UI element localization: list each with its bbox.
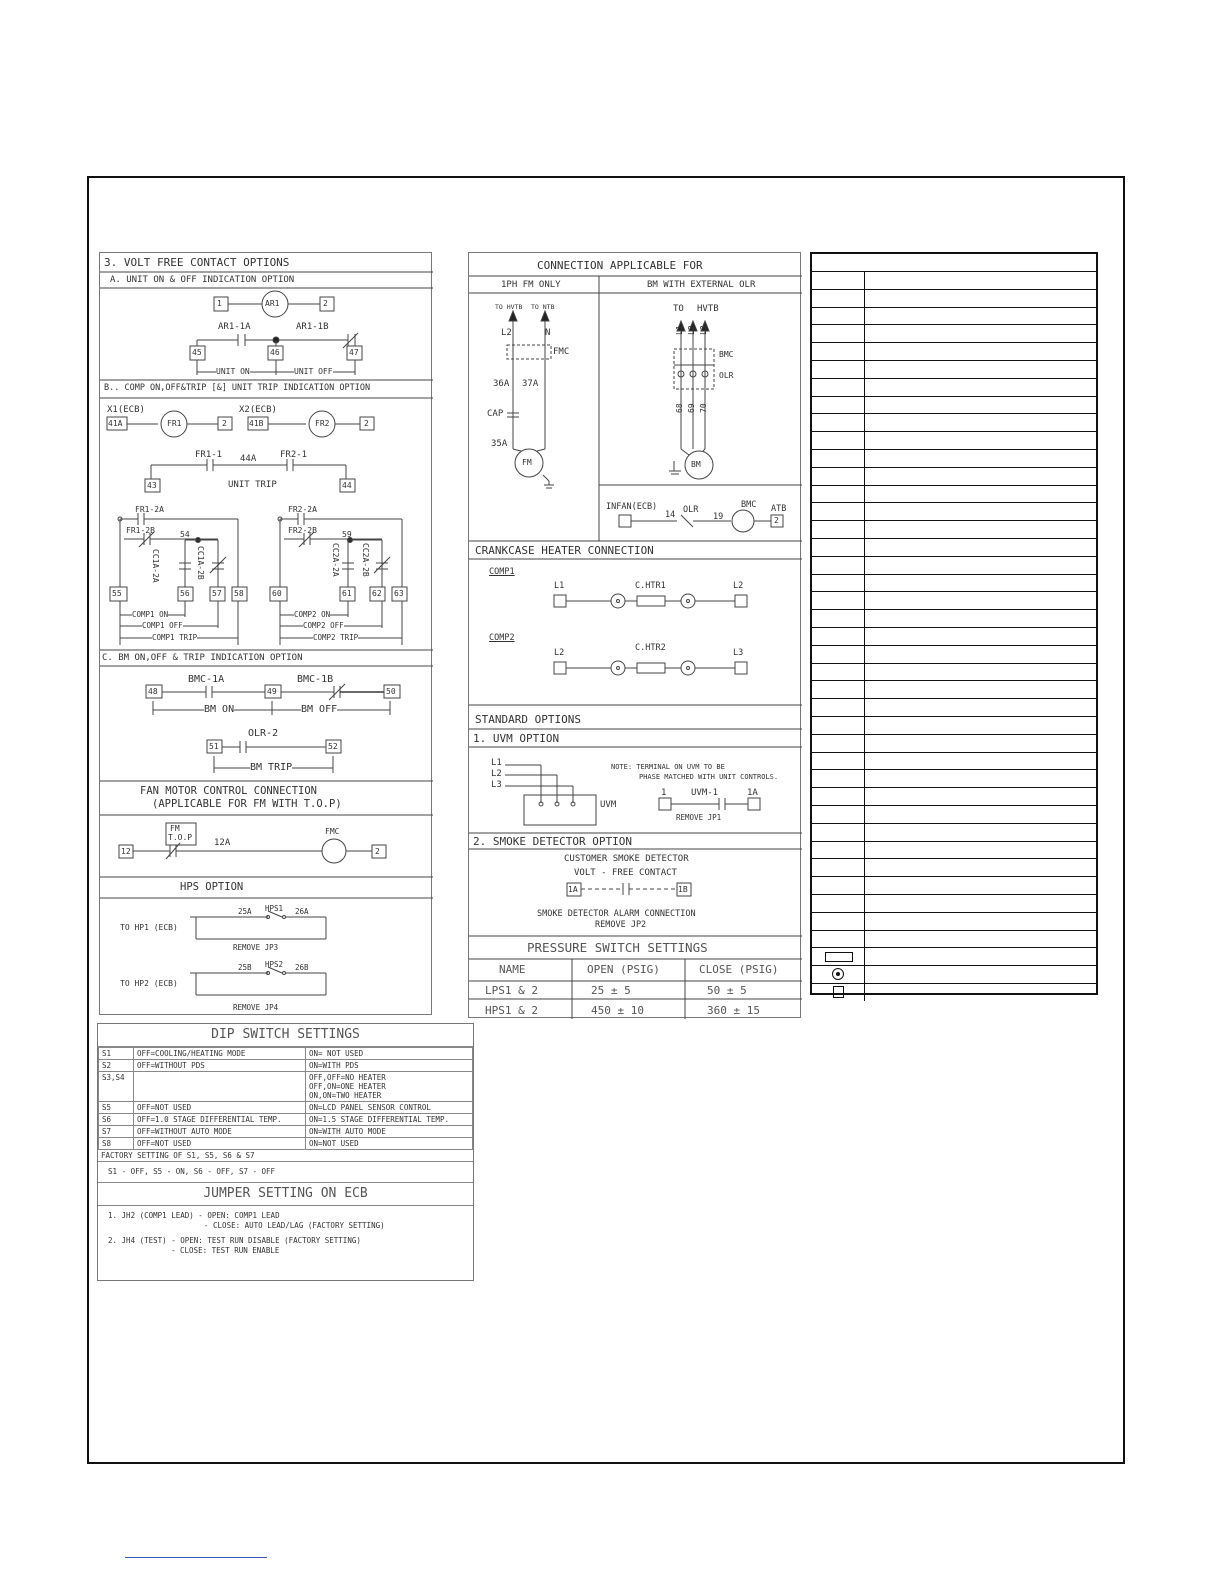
contact-cc2a-2a: CC2A-2A: [331, 543, 340, 577]
terminal-50: 50: [386, 687, 396, 696]
to-ntb: TO NTB: [531, 303, 555, 311]
legend-symbol-cell: [812, 272, 865, 289]
comp2-label: COMP2: [489, 633, 515, 643]
legend-row: [812, 965, 1096, 983]
dip-cell-sw: S3,S4: [99, 1072, 134, 1102]
dip-cell-off: OFF=COOLING/HEATING MODE: [134, 1048, 306, 1060]
contact-ar1-1a: AR1-1A: [218, 322, 251, 332]
wire-68: 68: [675, 403, 684, 413]
bm-l2: L2: [687, 325, 696, 335]
bm-on-label: BM ON: [204, 704, 235, 715]
legend-symbol-cell: [812, 557, 865, 574]
wire-12a: 12A: [214, 838, 231, 848]
hps2-label: HPS2: [265, 960, 284, 969]
crank-title: CRANKCASE HEATER CONNECTION: [475, 544, 654, 557]
smoke-terminal-1a: 1A: [568, 885, 578, 894]
section-b-title: B.. COMP ON,OFF&TRIP [&] UNIT TRIP INDICATION OPTION: [104, 383, 371, 393]
fm-motor: FM: [522, 458, 532, 467]
pressure-header-open: OPEN (PSIG): [587, 963, 660, 976]
jp4-label: REMOVE JP4: [233, 1003, 279, 1012]
smoke-line-2: VOLT - FREE CONTACT: [574, 868, 677, 878]
dip-switch-panel: [97, 1023, 474, 1281]
fm-label: FM: [170, 824, 180, 833]
legend-row: [812, 271, 1096, 289]
comp1-trip-label: COMP1 TRIP: [152, 633, 198, 642]
dip-cell-off: [134, 1072, 306, 1102]
terminal-block-icon: [825, 952, 853, 962]
legend-symbol-cell: [812, 361, 865, 378]
contact-bmc-1a: BMC-1A: [188, 674, 225, 685]
legend-row: [812, 360, 1096, 378]
connector-icon: [832, 968, 844, 980]
legend-row: [812, 378, 1096, 396]
legend-symbol-cell: [812, 343, 865, 360]
bm-to: TO: [673, 304, 684, 314]
legend-row: [812, 716, 1096, 734]
hps-open: 450 ± 10: [591, 1004, 644, 1017]
terminal-51: 51: [209, 742, 219, 751]
dip-cell-sw: S5: [99, 1102, 134, 1114]
unit-trip-label: UNIT TRIP: [228, 480, 277, 490]
vfc-title: 3. VOLT FREE CONTACT OPTIONS: [104, 256, 290, 269]
contact-fr1-2b: FR1-2B: [126, 526, 155, 535]
terminal-1: 1: [217, 299, 222, 308]
infan-olr: OLR: [683, 505, 699, 515]
pressure-header-name: NAME: [499, 963, 526, 976]
lps-open: 25 ± 5: [591, 984, 631, 997]
terminal-49: 49: [267, 687, 277, 696]
crank-l2b: L2: [554, 648, 565, 658]
contact-bmc-1b: BMC-1B: [297, 674, 334, 685]
legend-symbol-cell: [812, 414, 865, 431]
terminal-41b: 41B: [249, 419, 264, 428]
contact-cc1a-2b: CC1A-2B: [196, 546, 205, 580]
jumper-line-1: 1. JH2 (COMP1 LEAD) - OPEN: COMP1 LEAD: [108, 1211, 280, 1220]
crank-l1: L1: [554, 581, 565, 591]
legend-symbol-cell: [812, 788, 865, 805]
dip-cell-off: OFF=WITHOUT PDS: [134, 1060, 306, 1072]
x2-ecb: X2(ECB): [239, 405, 277, 415]
legend-row: [812, 307, 1096, 325]
legend-row: [812, 431, 1096, 449]
legend-row: [812, 841, 1096, 859]
dip-row: [99, 1060, 473, 1072]
top-label: T.O.P: [168, 833, 193, 842]
bm-olr: OLR: [719, 371, 734, 380]
legend-row: [812, 894, 1096, 912]
wire-70: 70: [699, 403, 708, 413]
legend-row: [812, 645, 1096, 663]
infan-atb: ATB: [771, 504, 787, 514]
legend-row: [812, 467, 1096, 485]
legend-symbol-cell: [812, 699, 865, 716]
legend-row: [812, 520, 1096, 538]
factory-setting-label: FACTORY SETTING OF S1, S5, S6 & S7: [98, 1150, 473, 1162]
vfc-wiring: [100, 253, 433, 1016]
legend-row: [812, 734, 1096, 752]
legend-symbol-cell: [812, 877, 865, 894]
hps-title: HPS OPTION: [180, 881, 244, 893]
contact-fr2-2b: FR2-2B: [288, 526, 317, 535]
std-title: STANDARD OPTIONS: [475, 713, 581, 726]
wire-26b: 26B: [295, 963, 309, 972]
crank-l3: L3: [733, 648, 744, 658]
terminal-48: 48: [148, 687, 158, 696]
comp2-trip-label: COMP2 TRIP: [313, 633, 359, 642]
node-59: 59: [342, 530, 352, 539]
terminal-45: 45: [192, 348, 202, 357]
uvm-note-1: NOTE: TERMINAL ON UVM TO BE: [611, 763, 725, 771]
legend-row: [812, 876, 1096, 894]
chtr1-label: C.HTR1: [635, 581, 666, 591]
bm-l1: L1: [675, 325, 684, 335]
col-1ph-fm: 1PH FM ONLY: [501, 280, 561, 290]
jp3-label: REMOVE JP3: [233, 943, 279, 952]
legend-symbol-cell: [812, 397, 865, 414]
wire-25b: 25B: [238, 963, 252, 972]
terminal-43: 43: [147, 481, 157, 490]
factory-setting-value: S1 - OFF, S5 - ON, S6 - OFF, S7 - OFF: [98, 1162, 473, 1183]
uvm-l3: L3: [491, 780, 502, 790]
legend-symbol-cell: [812, 325, 865, 342]
contact-olr-2: OLR-2: [248, 728, 279, 739]
terminal-58: 58: [234, 589, 244, 598]
dip-table: [98, 1047, 473, 1150]
wire-25a: 25A: [238, 907, 252, 916]
legend-row: [812, 663, 1096, 681]
legend-symbol-cell: [812, 379, 865, 396]
legend-symbol-cell: [812, 575, 865, 592]
contact-fr1-1: FR1-1: [195, 450, 223, 460]
unit-off-label: UNIT OFF: [294, 367, 333, 376]
legend-row: [812, 485, 1096, 503]
legend-symbol-cell: [812, 770, 865, 787]
contact-cc2a-2b: CC2A-2B: [361, 543, 370, 577]
terminal-2b: 2: [364, 419, 369, 428]
pressure-title: PRESSURE SWITCH SETTINGS: [527, 940, 708, 955]
terminal-61: 61: [342, 589, 352, 598]
fm-fmc: FMC: [553, 347, 570, 357]
legend-symbol-cell: [812, 948, 865, 965]
hp2-label: TO HP2 (ECB): [120, 979, 178, 988]
legend-row: [812, 680, 1096, 698]
terminal-46: 46: [270, 348, 280, 357]
legend-row: [812, 769, 1096, 787]
terminal-2-fan: 2: [375, 847, 380, 856]
legend-row: [812, 983, 1096, 1001]
wire-14: 14: [665, 510, 676, 520]
bm-off-label: BM OFF: [301, 704, 338, 715]
dip-cell-on: ON=WITH PDS: [306, 1060, 473, 1072]
dip-row: [99, 1072, 473, 1102]
chtr2-label: C.HTR2: [635, 643, 666, 653]
uvm-note-2: PHASE MATCHED WITH UNIT CONTROLS.: [639, 773, 779, 781]
connection-wiring: [469, 253, 802, 1019]
hps-close: 360 ± 15: [707, 1004, 760, 1017]
hps-name: HPS1 & 2: [485, 1004, 538, 1017]
uvm-title: 1. UVM OPTION: [473, 732, 560, 745]
terminal-44: 44: [342, 481, 352, 490]
legend-row: [812, 538, 1096, 556]
jp1-label: REMOVE JP1: [676, 813, 722, 822]
legend-symbol-cell: [812, 913, 865, 930]
wire-19: 19: [713, 512, 724, 522]
dip-cell-on: ON=NOT USED: [306, 1138, 473, 1150]
bm-bmc: BMC: [719, 350, 734, 359]
legend-symbol-cell: [812, 717, 865, 734]
smoke-title: 2. SMOKE DETECTOR OPTION: [473, 835, 632, 848]
relay-ar1: AR1: [265, 299, 280, 308]
legend-symbol-cell: [812, 681, 865, 698]
footer-link-underline: [125, 1557, 267, 1558]
smoke-line-1: CUSTOMER SMOKE DETECTOR: [564, 854, 689, 864]
jumper-line-4: - CLOSE: TEST RUN ENABLE: [171, 1246, 280, 1255]
legend-symbol-cell: [812, 468, 865, 485]
wire-44a: 44A: [240, 454, 257, 464]
dip-title: DIP SWITCH SETTINGS: [98, 1024, 473, 1047]
legend-symbol-cell: [812, 521, 865, 538]
dip-cell-sw: S8: [99, 1138, 134, 1150]
pressure-header-close: CLOSE (PSIG): [699, 963, 779, 976]
legend-row: [812, 947, 1096, 965]
dip-cell-on: ON=WITH AUTO MODE: [306, 1126, 473, 1138]
wire-36a: 36A: [493, 379, 510, 389]
terminal-12: 12: [121, 847, 131, 856]
cap-label: CAP: [487, 409, 504, 419]
relay-fr2: FR2: [315, 419, 330, 428]
legend-symbol-cell: [812, 753, 865, 770]
legend-symbol-cell: [812, 806, 865, 823]
dip-cell-on: OFF,OFF=NO HEATER OFF,ON=ONE HEATER ON,ON=TWO HEATER: [306, 1072, 473, 1102]
comp1-label: COMP1: [489, 567, 515, 577]
legend-symbol-cell: [812, 859, 865, 876]
volt-free-contact-panel: [99, 252, 432, 1015]
dip-cell-on: ON=1.5 STAGE DIFFERENTIAL TEMP.: [306, 1114, 473, 1126]
terminal-47: 47: [349, 348, 359, 357]
fan-title-1: FAN MOTOR CONTROL CONNECTION: [140, 785, 318, 797]
legend-symbol-cell: [812, 486, 865, 503]
terminal-2: 2: [323, 299, 328, 308]
wire-26a: 26A: [295, 907, 309, 916]
infan-bmc: BMC: [741, 500, 757, 510]
crank-l2a: L2: [733, 581, 744, 591]
bm-l3: L3: [699, 325, 708, 335]
jumper-line-3: 2. JH4 (TEST) - OPEN: TEST RUN DISABLE (FACTORY SETTING): [108, 1236, 361, 1245]
to-hvtb: TO HVTB: [495, 303, 523, 311]
legend-row: [812, 574, 1096, 592]
dip-row: [99, 1102, 473, 1114]
legend-row: [812, 591, 1096, 609]
dip-row: [99, 1114, 473, 1126]
comp1-off-label: COMP1 OFF: [142, 621, 183, 630]
legend-row: [812, 930, 1096, 948]
node-54: 54: [180, 530, 190, 539]
comp2-off-label: COMP2 OFF: [303, 621, 344, 630]
legend-row: [812, 289, 1096, 307]
lps-name: LPS1 & 2: [485, 984, 538, 997]
fmc-label: FMC: [325, 827, 340, 836]
legend-table: [810, 252, 1098, 995]
dip-cell-sw: S1: [99, 1048, 134, 1060]
fm-l2: L2: [501, 328, 512, 338]
legend-symbol-cell: [812, 646, 865, 663]
legend-row: [812, 449, 1096, 467]
contact-fr2-2a: FR2-2A: [288, 505, 317, 514]
dip-cell-sw: S6: [99, 1114, 134, 1126]
terminal-52: 52: [328, 742, 338, 751]
dip-cell-on: ON= NOT USED: [306, 1048, 473, 1060]
dip-cell-off: OFF=NOT USED: [134, 1138, 306, 1150]
legend-row: [812, 698, 1096, 716]
connection-panel: [468, 252, 801, 1018]
legend-symbol-cell: [812, 664, 865, 681]
terminal-63: 63: [394, 589, 404, 598]
col-bm-olr: BM WITH EXTERNAL OLR: [647, 280, 756, 290]
bm-motor: BM: [691, 460, 701, 469]
legend-row: [812, 502, 1096, 520]
bm-trip-label: BM TRIP: [250, 762, 293, 773]
fm-n: N: [545, 328, 551, 338]
legend-symbol-cell: [812, 735, 865, 752]
wire-35a: 35A: [491, 439, 508, 449]
legend-row: [812, 413, 1096, 431]
terminal-56: 56: [180, 589, 190, 598]
contact-ar1-1b: AR1-1B: [296, 322, 329, 332]
unit-on-label: UNIT ON: [216, 367, 250, 376]
uvm-1-contact: UVM-1: [691, 788, 719, 798]
legend-symbol-cell: [812, 432, 865, 449]
legend-row: [812, 805, 1096, 823]
dip-row: [99, 1048, 473, 1060]
comp1-on-label: COMP1 ON: [132, 610, 169, 619]
uvm-label: UVM: [600, 800, 617, 810]
terminal-square-icon: [833, 986, 844, 998]
uvm-l2: L2: [491, 769, 502, 779]
legend-row: [812, 396, 1096, 414]
wire-69: 69: [687, 403, 696, 413]
dip-row: [99, 1126, 473, 1138]
uvm-terminal-1: 1: [661, 788, 667, 798]
section-c-title: C. BM ON,OFF & TRIP INDICATION OPTION: [102, 653, 303, 663]
lps-close: 50 ± 5: [707, 984, 747, 997]
dip-cell-off: OFF=NOT USED: [134, 1102, 306, 1114]
terminal-60: 60: [272, 589, 282, 598]
legend-symbol-cell: [812, 450, 865, 467]
smoke-line-4: REMOVE JP2: [595, 920, 647, 930]
jumper-title: JUMPER SETTING ON ECB: [98, 1183, 473, 1206]
infan-ecb: INFAN(ECB): [606, 502, 658, 512]
legend-symbol-cell: [812, 628, 865, 645]
legend-row: [812, 823, 1096, 841]
dip-row: [99, 1138, 473, 1150]
hps1-label: HPS1: [265, 904, 284, 913]
x1-ecb: X1(ECB): [107, 405, 145, 415]
terminal-55: 55: [112, 589, 122, 598]
uvm-l1: L1: [491, 758, 502, 768]
legend-row: [812, 324, 1096, 342]
legend-symbol-cell: [812, 842, 865, 859]
dip-cell-off: OFF=1.0 STAGE DIFFERENTIAL TEMP.: [134, 1114, 306, 1126]
legend-symbol-cell: [812, 931, 865, 948]
legend-symbol-cell: [812, 895, 865, 912]
hp1-label: TO HP1 (ECB): [120, 923, 178, 932]
relay-fr1: FR1: [167, 419, 182, 428]
comp2-on-label: COMP2 ON: [294, 610, 331, 619]
legend-row: [812, 342, 1096, 360]
legend-row: [812, 858, 1096, 876]
contact-cc1a-2a: CC1A-2A: [151, 549, 160, 583]
bm-hvtb: HVTB: [697, 304, 719, 314]
smoke-line-3: SMOKE DETECTOR ALARM CONNECTION: [537, 909, 696, 919]
contact-fr1-2a: FR1-2A: [135, 505, 164, 514]
conn-title: CONNECTION APPLICABLE FOR: [537, 259, 703, 272]
contact-fr2-1: FR2-1: [280, 450, 308, 460]
infan-terminal-2: 2: [774, 516, 779, 525]
fan-title-2: (APPLICABLE FOR FM WITH T.O.P): [152, 798, 342, 810]
legend-row: [812, 609, 1096, 627]
dip-cell-sw: S7: [99, 1126, 134, 1138]
legend-symbol-cell: [812, 539, 865, 556]
terminal-62: 62: [372, 589, 382, 598]
legend-symbol-cell: [812, 308, 865, 325]
legend-row: [812, 556, 1096, 574]
jumper-line-2: - CLOSE: AUTO LEAD/LAG (FACTORY SETTING): [204, 1221, 385, 1230]
smoke-terminal-1b: 1B: [678, 885, 688, 894]
legend-symbol-cell: [812, 610, 865, 627]
legend-row: [812, 787, 1096, 805]
dip-cell-off: OFF=WITHOUT AUTO MODE: [134, 1126, 306, 1138]
legend-row: [812, 627, 1096, 645]
legend-symbol-cell: [812, 984, 865, 1001]
legend-row: [812, 912, 1096, 930]
legend-symbol-cell: [812, 824, 865, 841]
dip-cell-sw: S2: [99, 1060, 134, 1072]
legend-row: [812, 752, 1096, 770]
legend-symbol-cell: [812, 966, 865, 983]
dip-cell-on: ON=LCD PANEL SENSOR CONTROL: [306, 1102, 473, 1114]
uvm-terminal-1a: 1A: [747, 788, 758, 798]
terminal-57: 57: [212, 589, 222, 598]
terminal-41a: 41A: [108, 419, 123, 428]
wire-37a: 37A: [522, 379, 539, 389]
legend-symbol-cell: [812, 592, 865, 609]
terminal-2a: 2: [222, 419, 227, 428]
section-a-title: A. UNIT ON & OFF INDICATION OPTION: [110, 275, 295, 285]
legend-symbol-cell: [812, 503, 865, 520]
legend-symbol-cell: [812, 290, 865, 307]
